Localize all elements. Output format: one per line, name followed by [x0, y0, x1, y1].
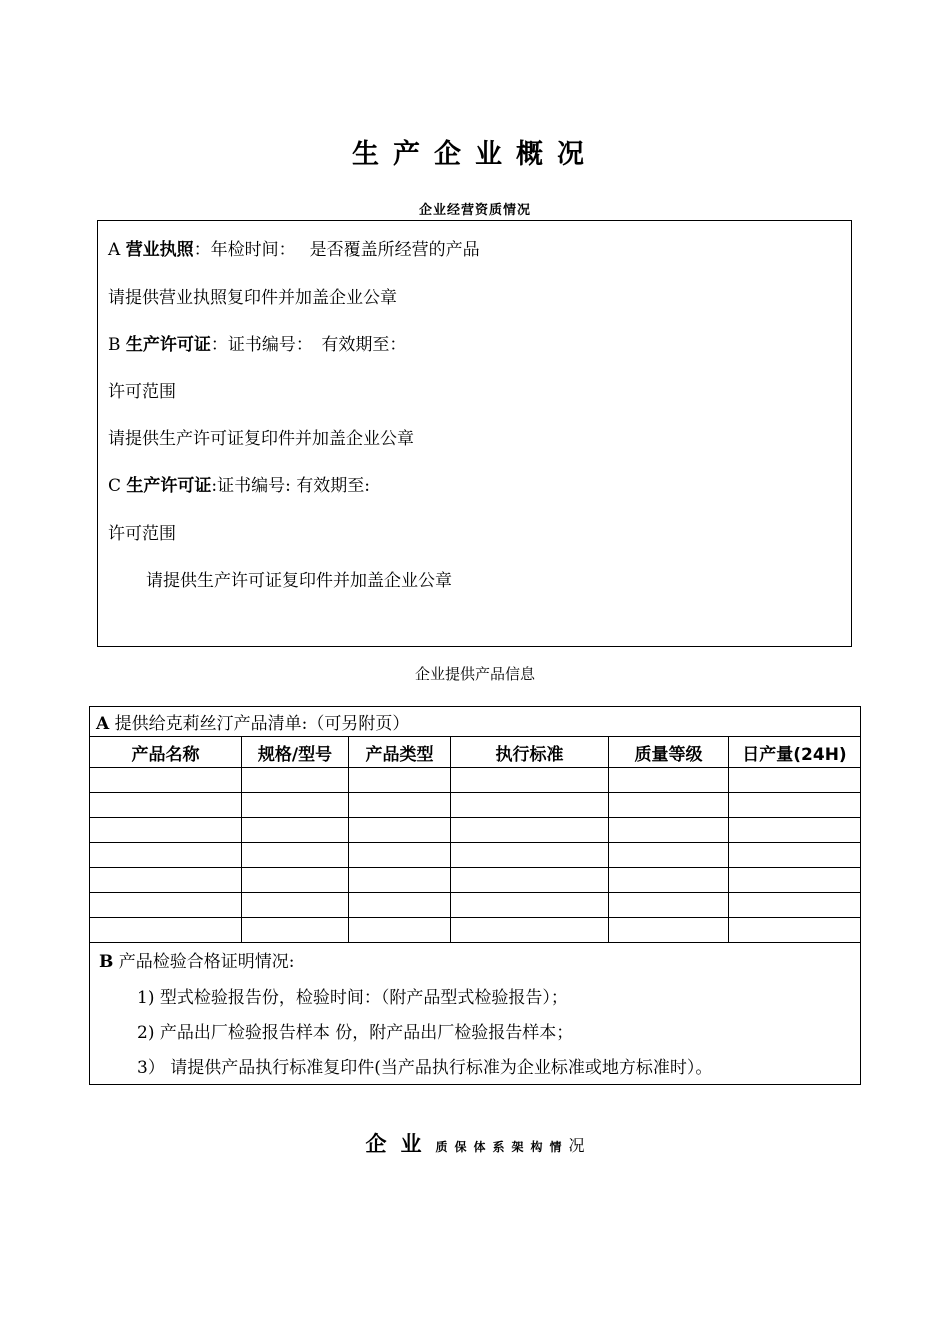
product-table: [89, 706, 861, 1085]
permit-c-details: :证书编号: 有效期至:: [211, 476, 371, 496]
table-cell: [609, 793, 729, 818]
table-cell: [729, 818, 861, 843]
table-cell: [729, 793, 861, 818]
table-cell: [349, 768, 451, 793]
table-cell: [729, 768, 861, 793]
quality-heading-main: 企业: [365, 1132, 436, 1156]
table-cell: [451, 868, 609, 893]
quality-heading-end: 况: [568, 1136, 585, 1155]
item-a-prefix: A: [108, 240, 121, 260]
table-cell: [90, 918, 242, 943]
table-cell: [242, 843, 349, 868]
table-cell: [729, 843, 861, 868]
inspection-item: 3） 请提供产品执行标准复印件(当产品执行标准为企业标准或地方标准时）。: [137, 1058, 713, 1078]
table-cell: [349, 843, 451, 868]
inspection-header: [99, 947, 295, 972]
table-cell: [90, 868, 242, 893]
table-cell: [349, 793, 451, 818]
permit-b-details: ：证书编号： 有效期至：: [210, 335, 407, 355]
table-row: [90, 843, 861, 868]
table-cell: [349, 818, 451, 843]
permit-b-label: 生产许可证: [125, 335, 211, 355]
column-header: 产品名称: [90, 737, 242, 768]
product-list-prefix: A: [96, 714, 110, 734]
permit-b-note: 请提供生产许可证复印件并加盖企业公章: [108, 429, 414, 449]
table-cell: [609, 843, 729, 868]
table-cell: [451, 818, 609, 843]
table-row: [90, 918, 861, 943]
table-cell: [729, 918, 861, 943]
product-list-header: [90, 707, 861, 737]
section-caption-qualification: 企业经营资质情况: [418, 203, 531, 218]
table-cell: [451, 768, 609, 793]
table-cell: [451, 793, 609, 818]
permit-c-line: [108, 471, 370, 496]
permit-c-scope: 许可范围: [108, 524, 176, 544]
table-cell: [90, 843, 242, 868]
table-row: [90, 793, 861, 818]
inspection-section: [90, 943, 861, 1085]
permit-b-scope: 许可范围: [108, 382, 176, 402]
table-cell: [609, 893, 729, 918]
table-cell: [90, 768, 242, 793]
page-title: 生产企业概况: [352, 139, 598, 170]
table-row: [90, 818, 861, 843]
column-header: 产品类型: [349, 737, 451, 768]
table-cell: [242, 893, 349, 918]
table-cell: [349, 918, 451, 943]
quality-system-heading: [0, 1128, 950, 1158]
table-cell: [242, 868, 349, 893]
table-cell: [451, 843, 609, 868]
business-license-label: 营业执照: [125, 240, 194, 260]
license-line: [108, 235, 480, 260]
table-cell: [242, 793, 349, 818]
table-cell: [90, 818, 242, 843]
item-c-prefix: C: [108, 476, 122, 496]
table-cell: [451, 893, 609, 918]
table-row: [90, 868, 861, 893]
table-row: [90, 768, 861, 793]
table-cell: [349, 893, 451, 918]
inspection-item: 2) 产品出厂检验报告样本 份，附产品出厂检验报告样本；: [137, 1023, 574, 1043]
table-cell: [729, 893, 861, 918]
column-header: 日产量(24H): [729, 737, 861, 768]
table-cell: [609, 818, 729, 843]
table-cell: [609, 918, 729, 943]
table-cell: [451, 918, 609, 943]
quality-heading-sub: 质保体系架构情: [435, 1140, 569, 1154]
permit-c-note: 请提供生产许可证复印件并加盖企业公章: [146, 571, 452, 591]
table-cell: [242, 768, 349, 793]
table-cell: [729, 868, 861, 893]
inspection-item: 1) 型式检验报告份，检验时间：（附产品型式检验报告）；: [137, 988, 568, 1008]
table-cell: [242, 818, 349, 843]
section-caption-products: 企业提供产品信息: [414, 665, 535, 683]
table-cell: [609, 868, 729, 893]
column-header: 规格/型号: [242, 737, 349, 768]
table-cell: [90, 893, 242, 918]
table-row: [90, 893, 861, 918]
table-cell: [242, 918, 349, 943]
item-b-prefix: B: [108, 335, 121, 355]
table-cell: [609, 768, 729, 793]
business-license-details: ：年检时间： 是否覆盖所经营的产品: [193, 240, 480, 260]
table-cell: [90, 793, 242, 818]
column-header: 执行标准: [451, 737, 609, 768]
product-list-title: 提供给克莉丝汀产品清单:（可另附页）: [114, 714, 410, 734]
table-cell: [349, 868, 451, 893]
business-license-note: 请提供营业执照复印件并加盖企业公章: [108, 288, 397, 308]
column-header: 质量等级: [609, 737, 729, 768]
permit-b-line: [108, 330, 406, 355]
inspection-prefix: B: [99, 952, 114, 972]
inspection-title: 产品检验合格证明情况:: [118, 952, 295, 972]
qualification-box: [97, 220, 852, 647]
permit-c-label: 生产许可证: [126, 476, 212, 496]
